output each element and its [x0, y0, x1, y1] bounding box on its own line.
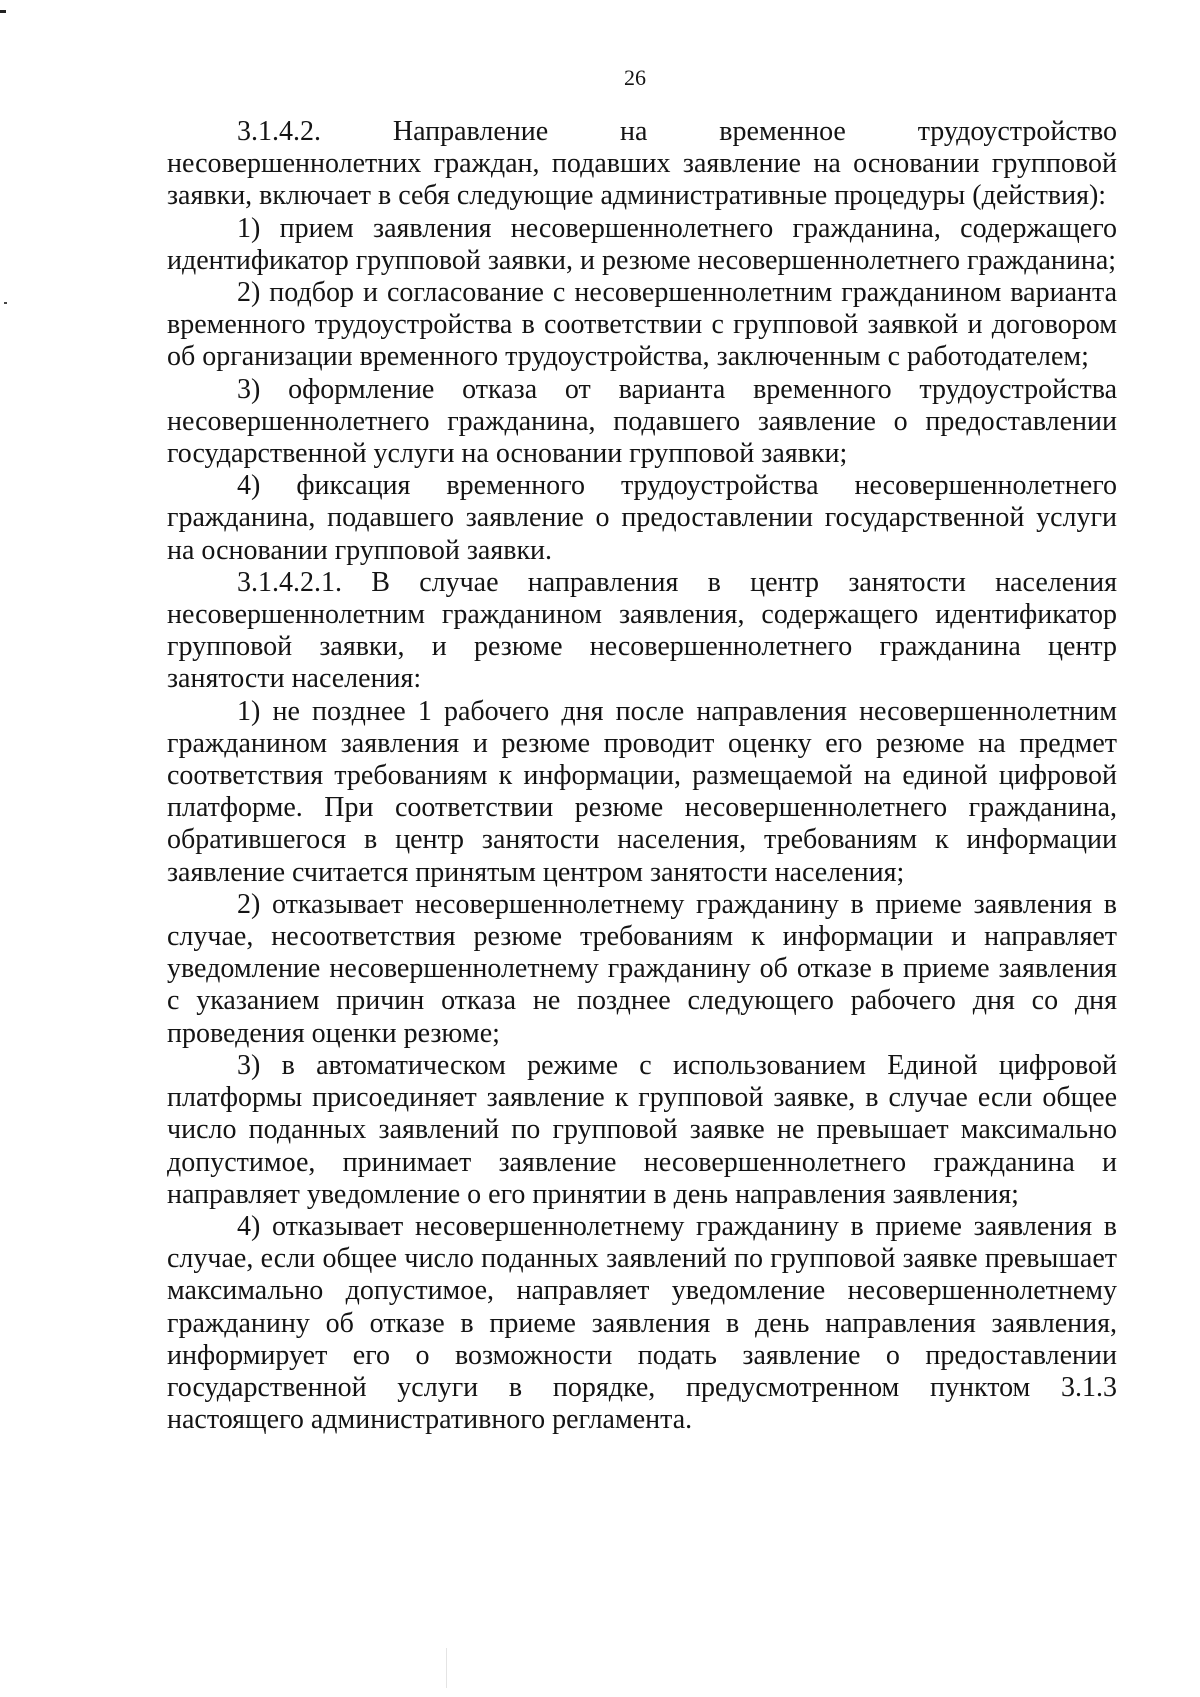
sub-item-2: 2) отказывает несовершеннолетнему гражданину в приеме заявления в случае, несоответствия резюме требованиям к информации и направляет уведомление несовершеннолетнему гражданину об отказе в приеме заявления с указанием причин отказа не позднее следующего рабочего дня со дня проведения оценки резюме;	[167, 888, 1117, 1049]
list-item-3: 3) оформление отказа от варианта временного трудоустройства несовершеннолетнего гражданина, подавшего заявление о предоставлении государственной услуги на основании групповой заявки;	[167, 373, 1117, 470]
scan-artifact-mark	[0, 10, 6, 13]
sub-item-1: 1) не позднее 1 рабочего дня после направления несовершеннолетним гражданином заявления и резюме проводит оценку его резюме на предмет соответствия требованиям к информации, размещаемой на единой цифровой платформе. При соответствии резюме несовершеннолетнего гражданина, обратившегося в центр занятости населения, требованиям к информации заявление считается принятым центром занятости населения;	[167, 695, 1117, 888]
paragraph-3-1-4-2: 3.1.4.2. Направление на временное трудоустройство несовершеннолетних граждан, подавших заявление на основании групповой заявки, включает в себя следующие административные процедуры (действия):	[167, 116, 1117, 212]
paragraph-3-1-4-2-1: 3.1.4.2.1. В случае направления в центр занятости населения несовершеннолетним гражданином заявления, содержащего идентификатор групповой заявки, и резюме несовершеннолетнего гражданина центр занятости населения:	[167, 566, 1117, 695]
document-body	[167, 116, 1117, 1436]
list-item-2: 2) подбор и согласование с несовершеннолетним гражданином варианта временного трудоустройства в соответствии с групповой заявкой и договором об организации временного трудоустройства, заключенным с работодателем;	[167, 277, 1117, 373]
page-number: 26	[624, 65, 646, 90]
scan-artifact-line	[446, 1648, 447, 1688]
sub-item-4: 4) отказывает несовершеннолетнему гражданину в приеме заявления в случае, если общее число поданных заявлений по групповой заявке превышает максимально допустимое, направляет уведомление несовершеннолетнему гражданину об отказе в приеме заявления в день направления заявления, информирует его о возможности подать заявление о предоставлении государственной услуги в порядке, предусмотренном пунктом 3.1.3 настоящего административного регламента.	[167, 1210, 1117, 1436]
list-item-1: 1) прием заявления несовершеннолетнего гражданина, содержащего идентификатор групповой заявки, и резюме несовершеннолетнего гражданина;	[167, 212, 1117, 276]
list-item-4: 4) фиксация временного трудоустройства несовершеннолетнего гражданина, подавшего заявление о предоставлении государственной услуги на основании групповой заявки.	[167, 470, 1117, 566]
scan-artifact-dot	[4, 302, 7, 304]
sub-item-3: 3) в автоматическом режиме с использованием Единой цифровой платформы присоединяет заявление к групповой заявке, в случае если общее число поданных заявлений по групповой заявке не превышает максимально допустимое, принимает заявление несовершеннолетнего гражданина и направляет уведомление о его принятии в день направления заявления;	[167, 1049, 1117, 1210]
